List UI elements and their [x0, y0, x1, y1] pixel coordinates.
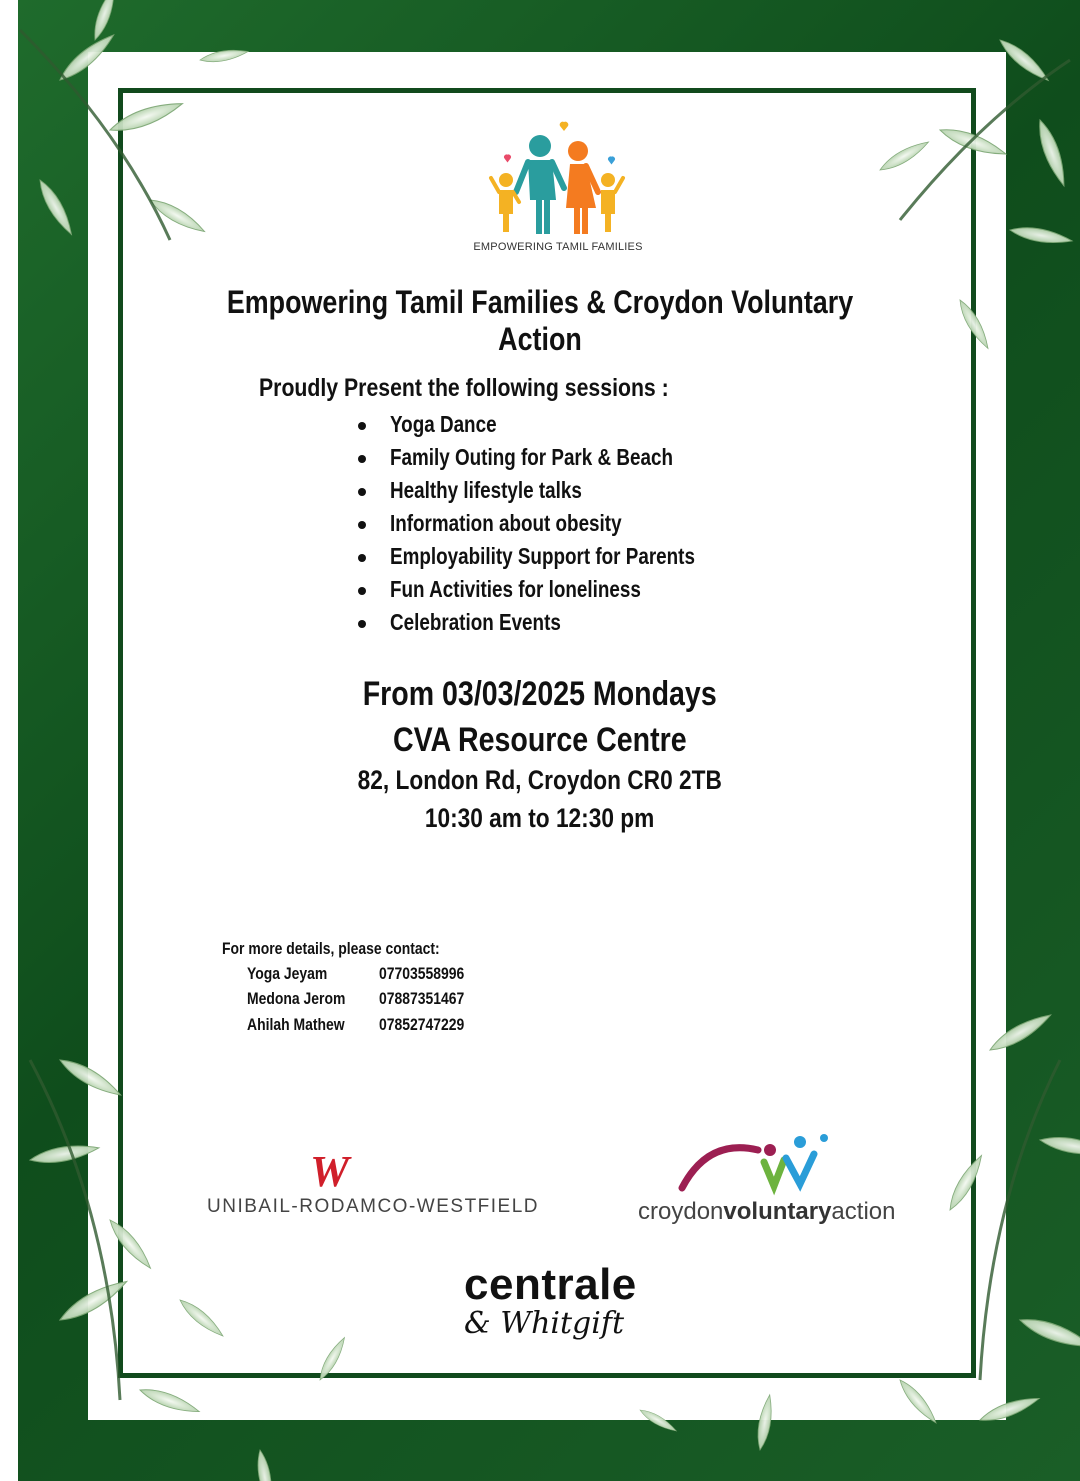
list-item: Healthy lifestyle talks [352, 477, 762, 510]
sessions-intro: Proudly Present the following sessions : [259, 374, 669, 402]
list-item: Fun Activities for loneliness [352, 576, 762, 609]
contact-name: Yoga Jeyam [247, 964, 328, 983]
centrale-whitgift-logo [440, 1260, 680, 1350]
bullet-icon [358, 488, 366, 496]
contact-phone: 07703558996 [379, 964, 465, 983]
sessions-list [352, 411, 762, 642]
event-venue: CVA Resource Centre [393, 721, 687, 759]
list-item: Yoga Dance [352, 411, 762, 444]
cva-name: croydonvoluntaryaction [638, 1198, 896, 1225]
list-item: Information about obesity [352, 510, 762, 543]
event-address: 82, London Rd, Croydon CR0 2TB [357, 765, 723, 795]
whitgift-word: & Whitgift [464, 1306, 625, 1341]
cva-logo [630, 1128, 900, 1228]
contact-phone: 07887351467 [379, 989, 465, 1008]
contact-heading: For more details, please contact: [222, 939, 440, 958]
event-time: 10:30 am to 12:30 pm [425, 803, 655, 833]
contact-name: Ahilah Mathew [247, 1015, 345, 1034]
logo-caption: EMPOWERING TAMIL FAMILIES [473, 241, 643, 253]
urw-mark: W [310, 1147, 350, 1196]
contact-name: Medona Jerom [247, 989, 346, 1008]
bullet-icon [358, 554, 366, 562]
urw-name: UNIBAIL-RODAMCO-WESTFIELD [207, 1196, 540, 1217]
bullet-icon [358, 455, 366, 463]
event-date: From 03/03/2025 Mondays [362, 675, 717, 713]
list-item: Family Outing for Park & Beach [352, 444, 762, 477]
contact-phone: 07852747229 [379, 1015, 465, 1034]
cva-swoosh-icon [678, 1128, 828, 1198]
list-item: Celebration Events [352, 609, 762, 642]
bullet-icon [358, 620, 366, 628]
urw-logo [195, 1128, 540, 1228]
bullet-icon [358, 587, 366, 595]
bullet-icon [358, 422, 366, 430]
empowering-tamil-families-logo [478, 118, 648, 258]
page-title: Empowering Tamil Families & Croydon Voluntary Action [226, 284, 854, 357]
list-item: Employability Support for Parents [352, 543, 762, 576]
centrale-word: centrale [464, 1260, 637, 1309]
bullet-icon [358, 521, 366, 529]
family-icon [478, 118, 648, 248]
